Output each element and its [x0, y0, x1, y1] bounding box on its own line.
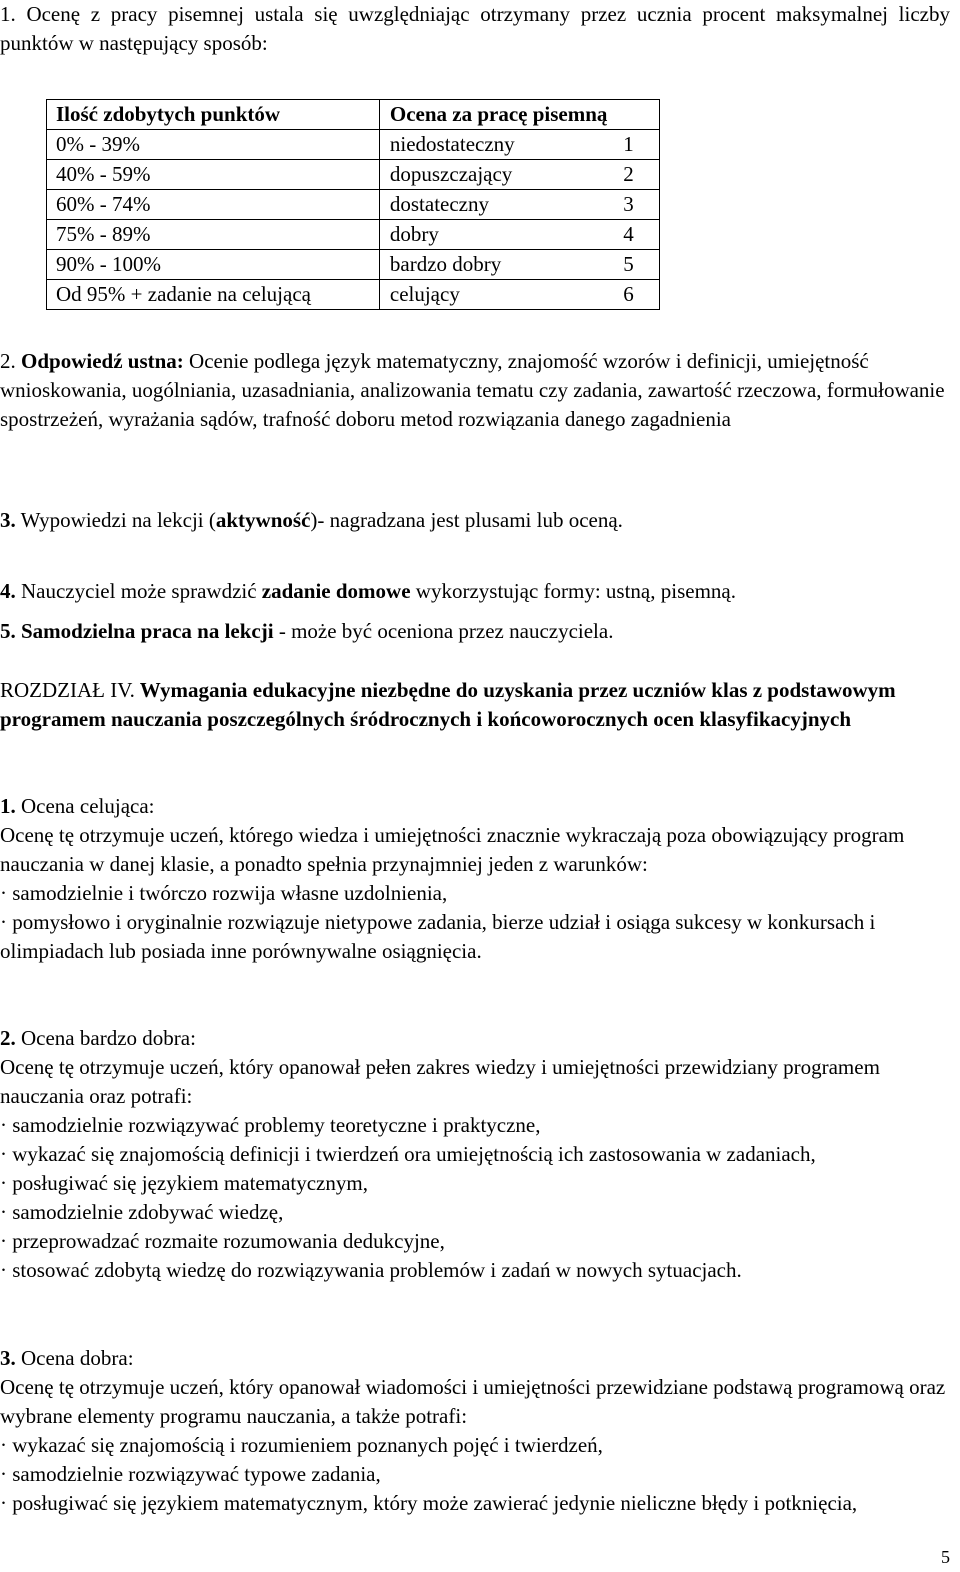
list-item: · wykazać się znajomością definicji i twierdzeń ora umiejętnością ich zastosowania w zadaniach,	[0, 1142, 816, 1166]
section-oral-answer	[0, 347, 955, 434]
grade-heading	[0, 792, 955, 821]
row-grade: dostateczny	[379, 190, 613, 220]
section-text-pre: Wypowiedzi na lekcji (	[15, 508, 216, 532]
chapter-heading	[0, 676, 950, 734]
header-points: Ilość zdobytych punktów	[47, 100, 380, 130]
row-range: 75% - 89%	[47, 220, 380, 250]
section-text-post: )- nagradzana jest plusami lub oceną.	[310, 508, 623, 532]
row-value: 2	[613, 160, 659, 190]
list-item: · posługiwać się językiem matematycznym,	[0, 1171, 368, 1195]
row-value: 5	[613, 250, 659, 280]
grade-heading	[0, 1344, 955, 1373]
grades-table	[46, 99, 660, 310]
row-grade: dopuszczający	[379, 160, 613, 190]
list-item: · samodzielnie i twórczo rozwija własne uzdolnienia,	[0, 881, 448, 905]
grade-number: 2.	[0, 1026, 16, 1050]
page-number: 5	[941, 1547, 950, 1567]
grade-intro: Ocenę tę otrzymuje uczeń, który opanował pełen zakres wiedzy i umiejętności przewidziany programem nauczania oraz potrafi:	[0, 1055, 880, 1108]
row-grade: celujący	[379, 280, 613, 310]
intro-text: Ocenę z pracy pisemnej ustala się uwzględniając otrzymany przez ucznia procent maksymalnej liczby punktów w następujący sposób:	[0, 2, 950, 55]
row-value: 6	[613, 280, 659, 310]
list-item: · pomysłowo i oryginalnie rozwiązuje nietypowe zadania, bierze udział i osiąga sukcesy w konkursach i olimpiadach lub posiada inne porównywalne osiągnięcia.	[0, 910, 876, 963]
table-header-row	[47, 100, 660, 130]
section-number: 3.	[0, 508, 16, 532]
grade-bardzo-dobra-section	[0, 1024, 955, 1285]
row-range: 0% - 39%	[47, 130, 380, 160]
grade-heading	[0, 1024, 955, 1053]
grade-number: 3.	[0, 1346, 16, 1370]
row-range: 90% - 100%	[47, 250, 380, 280]
grade-heading-text: Ocena bardzo dobra:	[15, 1026, 196, 1050]
table-row	[47, 190, 660, 220]
table-row	[47, 250, 660, 280]
row-value: 3	[613, 190, 659, 220]
intro-number: 1.	[0, 2, 16, 26]
list-item: · samodzielnie rozwiązywać typowe zadania,	[0, 1462, 381, 1486]
row-value: 1	[613, 130, 659, 160]
section-number: 5.	[0, 619, 16, 643]
section-bold-label: Odpowiedź ustna:	[15, 349, 184, 373]
row-range: 60% - 74%	[47, 190, 380, 220]
row-grade: niedostateczny	[379, 130, 613, 160]
table-row	[47, 280, 660, 310]
table-row	[47, 160, 660, 190]
chapter-label: ROZDZIAŁ IV.	[0, 678, 135, 702]
row-range: 40% - 59%	[47, 160, 380, 190]
chapter-title: Wymagania edukacyjne niezbędne do uzyskania przez uczniów klas z podstawowym programem nauczania poszczególnych śródrocznych i końcoworocznych ocen klasyfikacyjnych	[0, 678, 896, 731]
header-grade: Ocena za pracę pisemną	[379, 100, 659, 130]
list-item: · stosować zdobytą wiedzę do rozwiązywania problemów i zadań w nowych sytuacjach.	[0, 1258, 742, 1282]
grade-number: 1.	[0, 794, 16, 818]
section-text: Ocenie podlega język matematyczny, znajomość wzorów i definicji, umiejętność wnioskowania, uogólniania, uzasadniania, analizowania tematu czy zadania, zawartość rzeczowa, formułowanie spostrzeżeń, wyrażania sądów, trafność doboru metod rozwiązania danego zagadnienia	[0, 349, 945, 431]
row-grade: dobry	[379, 220, 613, 250]
section-bold-term: Samodzielna praca na lekcji	[15, 619, 274, 643]
list-item: · posługiwać się językiem matematycznym, który może zawierać jedynie nieliczne błędy i potknięcia,	[0, 1491, 858, 1515]
row-range: Od 95% + zadanie na celującą	[47, 280, 380, 310]
section-text-pre: Nauczyciel może sprawdzić	[15, 579, 262, 603]
grade-intro: Ocenę tę otrzymuje uczeń, którego wiedza i umiejętności znacznie wykraczają poza obowiązujący program nauczania w danej klasie, a ponadto spełnia przynajmniej jeden z warunków:	[0, 823, 905, 876]
list-item: · samodzielnie zdobywać wiedzę,	[0, 1200, 284, 1224]
grade-intro: Ocenę tę otrzymuje uczeń, który opanował wiadomości i umiejętności przewidziane podstawą programową oraz wybrane elementy programu nauczania, a także potrafi:	[0, 1375, 946, 1428]
intro-paragraph	[0, 0, 950, 58]
list-item: · samodzielnie rozwiązywać problemy teoretyczne i praktyczne,	[0, 1113, 541, 1137]
section-text-post: wykorzystując formy: ustną, pisemną.	[410, 579, 736, 603]
list-item: · przeprowadzać rozmaite rozumowania dedukcyjne,	[0, 1229, 445, 1253]
grade-heading-text: Ocena dobra:	[15, 1346, 134, 1370]
row-grade: bardzo dobry	[379, 250, 613, 280]
section-independent-work	[0, 617, 955, 646]
section-number: 4.	[0, 579, 16, 603]
table-row	[47, 130, 660, 160]
section-bold-term: aktywność	[215, 508, 311, 532]
row-value: 4	[613, 220, 659, 250]
section-activity	[0, 506, 955, 535]
section-bold-term: zadanie domowe	[261, 579, 411, 603]
grade-dobra-section	[0, 1344, 955, 1518]
section-number: 2.	[0, 349, 16, 373]
table-row	[47, 220, 660, 250]
section-homework	[0, 577, 955, 606]
section-text-post: - może być oceniona przez nauczyciela.	[273, 619, 614, 643]
grade-heading-text: Ocena celująca:	[15, 794, 155, 818]
list-item: · wykazać się znajomością i rozumieniem poznanych pojęć i twierdzeń,	[0, 1433, 603, 1457]
grade-celujaca-section	[0, 792, 955, 966]
